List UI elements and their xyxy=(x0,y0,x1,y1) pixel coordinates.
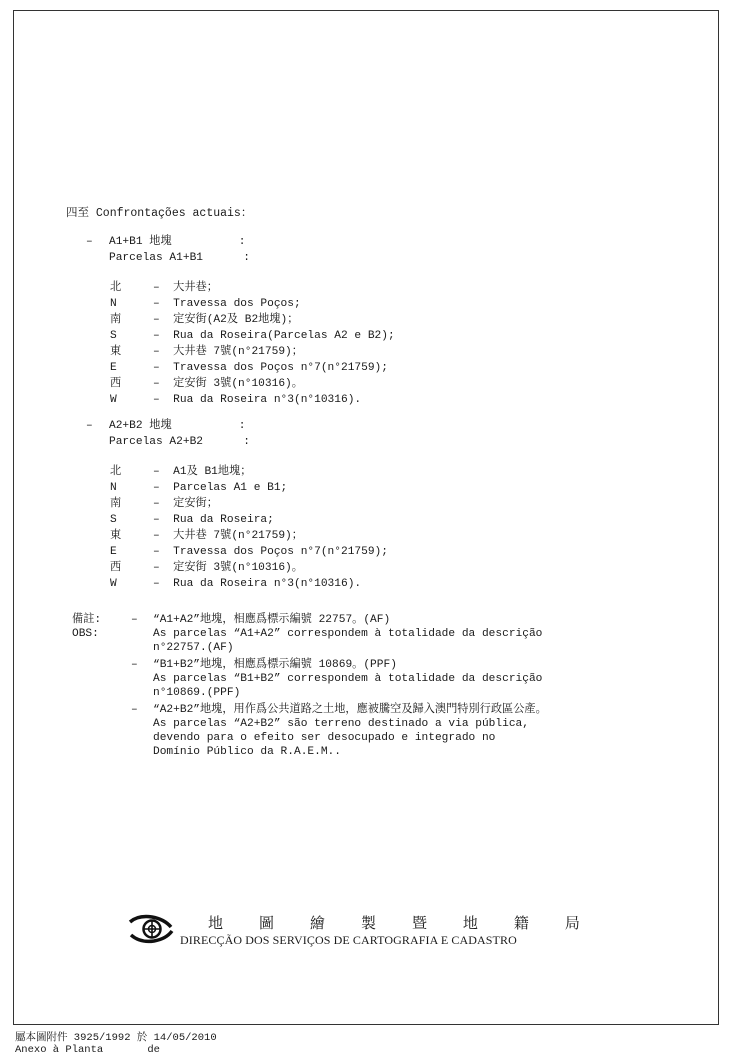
boundary-text: – Rua da Roseira; xyxy=(153,514,274,526)
boundary-text: – A1及 B1地塊； xyxy=(153,466,252,478)
obs-dash: – xyxy=(131,659,138,671)
direction-label: E xyxy=(110,546,117,558)
boundary-text: – Rua da Roseira(Parcelas A2 e B2); xyxy=(153,330,395,342)
direction-label: W xyxy=(110,394,117,406)
obs-line: As parcelas “B1+B2” correspondem à totalidade da descrição xyxy=(153,673,543,685)
obs-label-cn: 備註: xyxy=(72,614,102,626)
annex-note-cn: 屬本圖附件 3925/1992 於 14/05/2010 xyxy=(15,1032,217,1044)
direction-label: 北 xyxy=(110,282,122,294)
org-char: 地 xyxy=(462,914,478,932)
boundary-text: – 定安街 3號(n°10316)。 xyxy=(153,378,303,390)
direction-label: N xyxy=(110,482,117,494)
org-char: 局 xyxy=(564,914,580,932)
direction-label: W xyxy=(110,578,117,590)
boundary-text: – 大井巷； xyxy=(153,282,218,294)
org-char: 圖 xyxy=(258,914,274,932)
obs-line: Domínio Público da R.A.E.M.. xyxy=(153,746,341,758)
org-name-pt: DIRECÇÃO DOS SERVIÇOS DE CARTOGRAFIA E CADASTRO xyxy=(180,933,517,947)
direction-label: 東 xyxy=(110,346,122,358)
parcel-name-pt: Parcelas A1+B1 : xyxy=(109,252,250,264)
parcel-name-pt: Parcelas A2+B2 : xyxy=(109,436,250,448)
boundary-text: – 定安街(A2及 B2地塊)； xyxy=(153,314,299,326)
boundary-text: – Travessa dos Poços; xyxy=(153,298,301,310)
org-char: 地 xyxy=(208,914,224,932)
parcel-name-cn: A2+B2 地塊 : xyxy=(109,420,246,432)
direction-label: S xyxy=(110,330,117,342)
obs-line: As parcelas “A1+A2” correspondem à totalidade da descrição xyxy=(153,628,543,640)
boundary-text: – 定安街； xyxy=(153,498,218,510)
org-char: 製 xyxy=(360,914,376,932)
obs-line: n°22757.(AF) xyxy=(153,642,234,654)
obs-line: “B1+B2”地塊，相應爲標示編號 10869。(PPF) xyxy=(153,659,397,671)
boundary-text: – Travessa dos Poços n°7(n°21759); xyxy=(153,362,388,374)
boundary-text: – 大井巷 7號(n°21759)； xyxy=(153,346,303,358)
org-char: 繪 xyxy=(309,914,325,932)
parcel-name-cn: A1+B1 地塊 : xyxy=(109,236,246,248)
org-name-cn xyxy=(208,912,580,933)
direction-label: 南 xyxy=(110,498,122,510)
obs-line: devendo para o efeito ser desocupado e integrado no xyxy=(153,732,496,744)
org-char: 暨 xyxy=(411,914,427,932)
section-dash: – xyxy=(86,420,93,432)
boundary-text: – Rua da Roseira n°3(n°10316). xyxy=(153,394,362,406)
org-char: 籍 xyxy=(513,914,529,932)
dscc-logo-icon xyxy=(128,913,174,945)
boundary-text: – Rua da Roseira n°3(n°10316). xyxy=(153,578,362,590)
page-border xyxy=(13,10,719,1025)
boundary-text: – Parcelas A1 e B1; xyxy=(153,482,288,494)
obs-line: “A1+A2”地塊，相應爲標示編號 22757。(AF) xyxy=(153,614,391,626)
obs-line: As parcelas “A2+B2” são terreno destinado a via pública, xyxy=(153,718,529,730)
obs-line: n°10869.(PPF) xyxy=(153,687,241,699)
direction-label: 南 xyxy=(110,314,122,326)
boundary-text: – 定安街 3號(n°10316)。 xyxy=(153,562,303,574)
direction-label: E xyxy=(110,362,117,374)
annex-note-pt: Anexo à Planta de xyxy=(15,1044,160,1056)
obs-dash: – xyxy=(131,704,138,716)
boundary-text: – 大井巷 7號(n°21759)； xyxy=(153,530,303,542)
direction-label: S xyxy=(110,514,117,526)
direction-label: 北 xyxy=(110,466,122,478)
obs-dash: – xyxy=(131,614,138,626)
direction-label: N xyxy=(110,298,117,310)
direction-label: 西 xyxy=(110,378,122,390)
obs-label-pt: OBS: xyxy=(72,628,99,640)
direction-label: 東 xyxy=(110,530,122,542)
obs-line: “A2+B2”地塊，用作爲公共道路之土地，應被騰空及歸入澳門特別行政區公產。 xyxy=(153,704,547,716)
section-dash: – xyxy=(86,236,93,248)
direction-label: 西 xyxy=(110,562,122,574)
boundary-text: – Travessa dos Poços n°7(n°21759); xyxy=(153,546,388,558)
section-heading: 四至 Confrontações actuais： xyxy=(66,207,253,220)
